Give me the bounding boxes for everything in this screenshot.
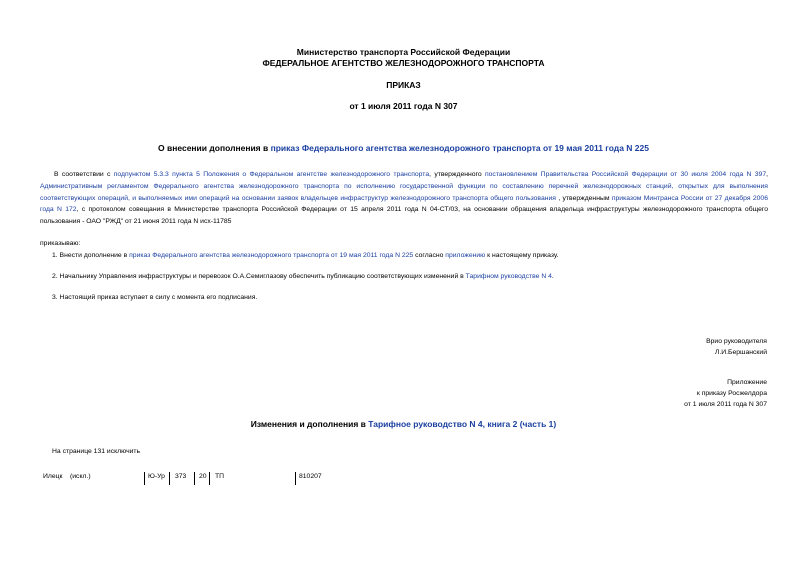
table-divider <box>169 472 170 485</box>
preamble-text-4: , утвержденным <box>555 194 612 202</box>
order-item-1 <box>52 252 559 259</box>
appendix-line-1: Приложение <box>727 379 767 386</box>
changes-title-prefix: Изменения и дополнения в <box>250 419 369 429</box>
item2-link-tariff-guide[interactable]: Тарифном руководстве N 4 <box>465 273 552 280</box>
order-item-2 <box>52 273 554 280</box>
table-cell-station: Илецк <box>43 473 63 480</box>
ministry-name: Министерство транспорта Российской Федерации <box>296 47 511 57</box>
table-cell-code-2: 20 <box>199 473 207 480</box>
order-item-3: 3. Настоящий приказ вступает в силу с момента его подписания. <box>52 294 258 301</box>
title-prefix: О внесении дополнения в <box>158 143 271 153</box>
preamble-text-3: , <box>766 171 769 178</box>
table-divider <box>194 472 195 485</box>
table-cell-station-code: 810207 <box>299 473 322 480</box>
preamble-link-mintrans-order[interactable]: приказом Минтранса России от 27 декабря 2006 года N 172 <box>40 194 768 214</box>
preamble-link-regulation[interactable]: подпунктом 5.3.3 пункта 5 Положения о Федеральном агентстве железнодорожного транспорта <box>113 171 430 178</box>
signature-block <box>706 336 767 358</box>
preamble-paragraph <box>40 169 768 228</box>
table-divider <box>295 472 296 485</box>
preamble-link-admin-regulation[interactable]: Административным регламентом Федерального агентства железнодорожного транспорта по исполнению государственной функции по составлению перечней железнодорожных станций, открытых для выполнения соответствующих операций, и выполняемых ими операций на основании заявок владельцев инфраструктур железнодорожного транспорта общего пользования <box>40 182 768 202</box>
table-cell-status: (искл.) <box>70 473 91 480</box>
item1-link-order-225[interactable]: приказ Федерального агентства железнодорожного транспорта от 19 мая 2011 года N 225 <box>129 252 414 259</box>
item1-text-b: согласно <box>413 252 446 259</box>
title-link-order-225[interactable]: приказ Федерального агентства железнодорожного транспорта от 19 мая 2011 года N 225 <box>270 143 649 153</box>
item1-link-appendix[interactable]: приложению <box>445 252 486 259</box>
preamble-text-1: В соответствии с <box>54 171 114 178</box>
document-type: ПРИКАЗ <box>386 80 421 90</box>
preamble-link-government-decree[interactable]: постановлением Правительства Российской Федерации от 30 июля 2004 года N 397 <box>484 171 767 178</box>
order-word: приказываю: <box>40 240 81 247</box>
appendix-line-2: к приказу Росжелдора <box>696 390 767 397</box>
table-cell-road: Ю-Ур <box>148 473 165 480</box>
item2-text-b: . <box>551 273 554 280</box>
changes-title <box>0 419 807 429</box>
document-title <box>0 143 807 153</box>
signature-position: Врио руководителя <box>706 338 767 345</box>
table-divider <box>144 472 145 485</box>
agency-name: ФЕДЕРАЛЬНОЕ АГЕНТСТВО ЖЕЛЕЗНОДОРОЖНОГО ТРАНСПОРТА <box>262 58 545 68</box>
changes-title-link-tariff-guide[interactable]: Тарифное руководство N 4, книга 2 (часть 1) <box>368 419 557 429</box>
signature-name: Л.И.Бершанский <box>714 349 767 356</box>
document-date: от 1 июля 2011 года N 307 <box>349 101 458 111</box>
appendix-block <box>684 377 767 410</box>
table-divider <box>209 472 210 485</box>
appendix-line-3: от 1 июля 2011 года N 307 <box>684 401 767 408</box>
item1-text-a: 1. Внести дополнение в <box>52 252 130 259</box>
page-note: На странице 131 исключить <box>52 448 141 455</box>
preamble-text-5: , с протоколом совещания в Министерстве транспорта Российской Федерации от 15 апреля 2011 года N 04-СТ/03, на основании обращения владельца инфраструктуры железнодорожного транспорта общего пользования - ОАО "РЖД" от 21 июня 2011 года N исх-11785 <box>40 206 769 226</box>
table-cell-type: ТП <box>215 473 225 480</box>
table-cell-code-1: 373 <box>175 473 187 480</box>
item2-text-a: 2. Начальнику Управления инфраструктуры и перевозок О.А.Семиглазову обеспечить публикацию соответствующих изменений в <box>52 273 466 280</box>
item1-text-c: к настоящему приказу. <box>485 252 559 259</box>
preamble-text-2: , утвержденного <box>429 171 485 178</box>
